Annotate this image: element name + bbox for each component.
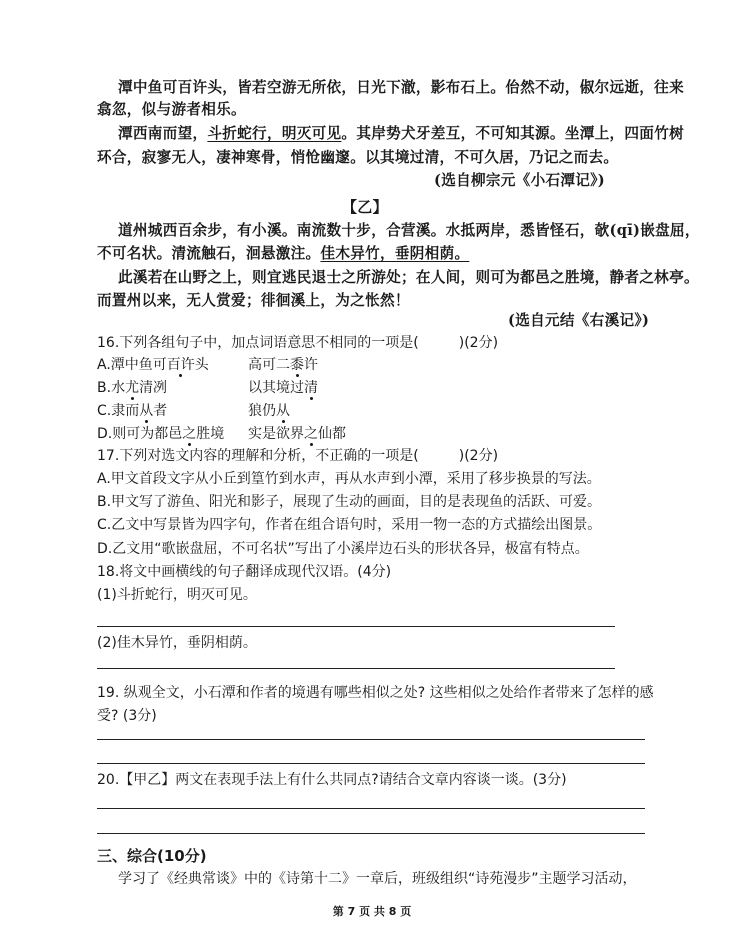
option-text: 实是欲界 [248, 426, 304, 442]
underlined-sentence-2: 佳木异竹，垂阴相荫。 [320, 245, 470, 262]
answer-line[interactable] [97, 808, 645, 809]
option-text: 清冽 [139, 380, 168, 396]
jia-source: (选自柳宗元《小石潭记》) [434, 172, 605, 189]
q16-option-c-pair [248, 401, 290, 421]
q20-stem: 20.【甲乙】两文在表现手法上有什么共同点?请结合文章内容谈一谈。(3分) [97, 772, 567, 788]
q17-option-a: A.甲文首段文字从小丘到篁竹到水声，再从水声到小潭，采用了移步换景的写法。 [97, 471, 601, 487]
q16-option-d-pair [248, 424, 346, 444]
q16-option-d [97, 424, 224, 444]
answer-line[interactable] [97, 626, 615, 627]
option-text: 者 [153, 403, 168, 419]
option-text: 潭中鱼可 [110, 357, 167, 373]
q17-option-d: D.乙文用“歌嵌盘屈，不可名状”写出了小溪岸边石头的形状各异，极富有特点。 [97, 541, 589, 557]
option-text: 高可 [248, 357, 276, 373]
q17-stem-text: 17.下列对选文内容的理解和分析，不正确的一项是( [97, 448, 419, 464]
jia-para2-line1 [118, 124, 684, 144]
q16-score: )(2分) [458, 335, 499, 351]
dotted-word: 从 [276, 403, 290, 419]
yi-heading: 【乙】 [342, 198, 388, 216]
yi-para2-line1: 此溪若在山野之上，则宜逃民退士之所游处；在人间，则可为都邑之胜境，静者之林亭。 [118, 269, 699, 286]
option-text: 隶而 [111, 403, 140, 419]
answer-line[interactable] [97, 763, 645, 764]
jia-para2-text-b: 。其岸势犬牙差互，不可知其源。坐潭上，四面竹树 [341, 125, 684, 142]
answer-line[interactable] [97, 833, 645, 834]
q18-sentence-1: (1)斗折蛇行，明灭可见。 [97, 587, 257, 603]
q16-stem [97, 333, 498, 353]
jia-para1-line1: 潭中鱼可百许头，皆若空游无所依，日光下澈，影布石上。佁然不动，俶尔远逝，往来 [118, 79, 684, 96]
answer-line[interactable] [97, 739, 645, 740]
q16-option-b [97, 378, 167, 398]
yi-para1-line1: 道州城西百余步，有小溪。南流数十步，合营溪。水抵两岸，悉皆怪石，欹(qī)嵌盘屈， [118, 222, 700, 239]
q17-score: )(2分) [458, 448, 499, 464]
option-text: 则可为都邑 [112, 426, 183, 442]
yi-para1-line2 [97, 244, 469, 264]
q17-option-c: C.乙文中写景皆为四字句，作者在组合语句时，采用一物一态的方式描绘出图景。 [97, 517, 602, 533]
section-3-heading: 三、综合(10分) [97, 847, 207, 865]
dotted-word: 清 [304, 380, 318, 396]
option-text: 仙都 [318, 426, 346, 442]
jia-para2-text-a: 潭西南而望， [118, 125, 208, 142]
option-text: 胜境 [196, 426, 225, 442]
q18-stem: 18.将文中画横线的句子翻译成现代汉语。(4分) [97, 564, 392, 580]
q18-sentence-2: (2)佳木异竹，垂阴相荫。 [97, 635, 257, 651]
q17-stem [97, 446, 498, 466]
option-label: B. [97, 380, 112, 396]
option-text: 头 [194, 357, 209, 373]
option-label: A. [97, 357, 111, 373]
q19-stem-line1: 19. 纵观全文，小石潭和作者的境遇有哪些相似之处? 这些相似之处给作者带来了怎样的感 [97, 685, 654, 701]
jia-para2-line2: 环合，寂寥无人，凄神寒骨，悄怆幽邃。以其境过清，不可久居，乃记之而去。 [97, 149, 619, 166]
q16-stem-text: 16.下列各组句子中，加点词语意思不相同的一项是( [97, 335, 419, 351]
yi-source: (选自元结《右溪记》) [508, 312, 650, 329]
answer-line[interactable] [97, 668, 615, 669]
q17-option-b: B.甲文写了游鱼、阳光和影子，展现了生动的画面，目的是表现鱼的活跃、可爱。 [97, 494, 602, 510]
underlined-sentence-1: 斗折蛇行，明灭可见 [207, 125, 342, 142]
page-number: 第 7 页 共 8 页 [332, 905, 412, 918]
option-text: 以其境过 [248, 380, 304, 396]
q16-option-c [97, 401, 167, 421]
dotted-word: 之 [304, 426, 318, 442]
dotted-word: 从 [139, 403, 154, 419]
section-3-intro: 学习了《经典常谈》中的《诗第十二》一章后，班级组织“诗苑漫步”主题学习活动， [118, 871, 637, 887]
q19-stem-line2: 受? (3分) [97, 708, 157, 724]
q16-option-a-pair [248, 355, 318, 375]
dotted-word: 二黍许 [276, 357, 318, 373]
q16-option-a [97, 355, 209, 375]
jia-para1-line2: 翕忽，似与游者相乐。 [97, 101, 246, 118]
option-text: 水 [111, 380, 126, 396]
dotted-word: 百许 [166, 357, 195, 373]
option-label: D. [97, 426, 113, 442]
q16-option-b-pair [248, 378, 318, 398]
option-text: 狼仍 [248, 403, 276, 419]
dotted-word: 之 [182, 426, 197, 442]
option-label: C. [97, 403, 112, 419]
yi-para1-text-a: 不可名状。清流触石，洄悬激注。 [97, 245, 321, 262]
dotted-word: 尤 [125, 380, 140, 396]
yi-para2-line2: 而置州以来，无人赏爱；徘徊溪上，为之怅然！ [97, 292, 410, 309]
